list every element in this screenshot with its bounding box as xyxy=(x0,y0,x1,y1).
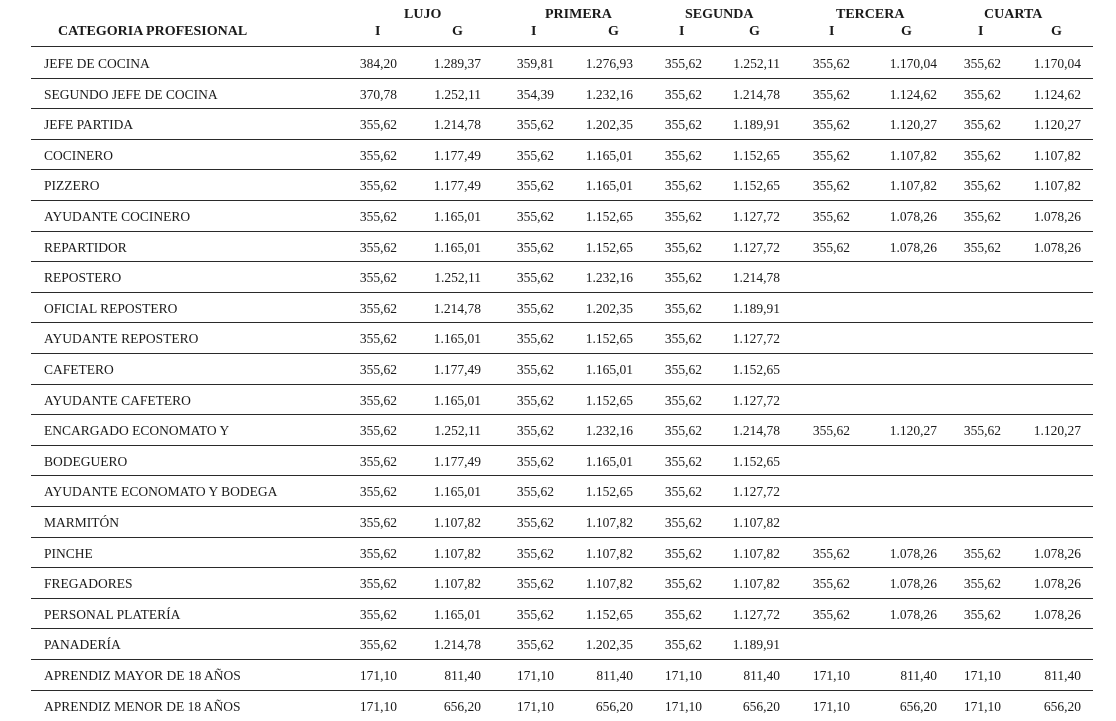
value-cell-i: 355,62 xyxy=(359,147,397,163)
value-cell-i: 355,62 xyxy=(963,209,1001,224)
value-cell-i: 355,62 xyxy=(812,178,850,194)
category-cell: ENCARGADO ECONOMATO Y xyxy=(44,423,230,439)
value-cell-g: 1.214,78 xyxy=(732,86,780,102)
value-cell-g: 1.107,82 xyxy=(585,545,633,561)
value-cell-g: 1.214,78 xyxy=(433,637,481,653)
table-row xyxy=(0,568,1116,598)
category-cell: AYUDANTE ECONOMATO Y BODEGA xyxy=(44,484,278,500)
value-cell-i: 355,62 xyxy=(664,453,702,469)
value-cell-g: 1.165,01 xyxy=(433,331,481,347)
value-cell-i: 355,62 xyxy=(516,331,554,347)
value-cell-g: 1.232,16 xyxy=(585,270,633,286)
subheader-g: G xyxy=(901,24,912,39)
value-cell-g: 811,40 xyxy=(596,668,633,683)
value-cell-i: 355,62 xyxy=(359,331,397,347)
value-cell-g: 1.152,65 xyxy=(732,362,780,377)
value-cell-g: 1.152,65 xyxy=(585,484,633,500)
value-cell-g: 1.214,78 xyxy=(732,423,780,439)
table-row xyxy=(0,48,1116,78)
value-cell-i: 171,10 xyxy=(359,698,397,714)
value-cell-g: 1.127,72 xyxy=(732,392,780,408)
value-cell-g: 1.165,01 xyxy=(433,209,481,224)
category-cell: COCINERO xyxy=(44,147,114,163)
value-cell-i: 355,62 xyxy=(359,423,397,439)
value-cell-i: 355,62 xyxy=(812,86,850,102)
value-cell-i: 355,62 xyxy=(963,117,1001,133)
value-cell-g: 656,20 xyxy=(443,698,481,714)
value-cell-i: 355,62 xyxy=(516,209,554,224)
value-cell-g: 1.078,26 xyxy=(889,576,937,592)
table-row xyxy=(0,323,1116,353)
value-cell-i: 355,62 xyxy=(516,392,554,408)
group-header-tercera: TERCERA xyxy=(836,7,905,22)
category-cell: AYUDANTE CAFETERO xyxy=(44,392,191,408)
value-cell-i: 355,62 xyxy=(812,423,850,439)
value-cell-g: 1.124,62 xyxy=(1033,86,1081,102)
value-cell-g: 1.165,01 xyxy=(585,147,633,163)
category-cell: JEFE DE COCINA xyxy=(44,56,150,71)
value-cell-g: 1.120,27 xyxy=(1033,117,1081,133)
value-cell-g: 1.289,37 xyxy=(433,56,481,71)
value-cell-g: 1.127,72 xyxy=(732,331,780,347)
value-cell-g: 1.252,11 xyxy=(434,270,481,286)
value-cell-g: 1.120,27 xyxy=(1033,423,1081,439)
value-cell-g: 1.078,26 xyxy=(889,545,937,561)
value-cell-i: 355,62 xyxy=(359,576,397,592)
value-cell-i: 355,62 xyxy=(359,606,397,622)
value-cell-g: 1.078,26 xyxy=(1033,576,1081,592)
category-cell: AYUDANTE REPOSTERO xyxy=(44,331,199,347)
value-cell-g: 1.152,65 xyxy=(585,331,633,347)
value-cell-g: 1.127,72 xyxy=(732,239,780,255)
value-cell-i: 355,62 xyxy=(812,56,850,71)
value-cell-i: 355,62 xyxy=(516,484,554,500)
value-cell-g: 1.165,01 xyxy=(585,178,633,194)
value-cell-i: 355,62 xyxy=(516,637,554,653)
value-cell-g: 1.170,04 xyxy=(1033,56,1081,71)
value-cell-g: 1.078,26 xyxy=(1033,606,1081,622)
value-cell-i: 355,62 xyxy=(664,209,702,224)
value-cell-i: 355,62 xyxy=(664,117,702,133)
value-cell-g: 1.202,35 xyxy=(585,300,633,316)
group-header-lujo: LUJO xyxy=(404,7,442,22)
group-header-segunda: SEGUNDA xyxy=(685,7,754,22)
value-cell-g: 811,40 xyxy=(900,668,937,683)
value-cell-i: 355,62 xyxy=(812,239,850,255)
value-cell-i: 370,78 xyxy=(359,86,397,102)
subheader-g: G xyxy=(1051,24,1062,39)
value-cell-g: 1.107,82 xyxy=(889,147,937,163)
value-cell-i: 171,10 xyxy=(664,668,702,683)
value-cell-g: 1.107,82 xyxy=(1033,178,1081,194)
table-row xyxy=(0,691,1116,721)
value-cell-g: 1.214,78 xyxy=(732,270,780,286)
value-cell-g: 1.107,82 xyxy=(433,515,481,530)
value-cell-g: 811,40 xyxy=(1044,668,1081,683)
value-cell-i: 171,10 xyxy=(664,698,702,714)
value-cell-g: 1.127,72 xyxy=(732,606,780,622)
value-cell-g: 811,40 xyxy=(444,668,481,683)
category-cell: PANADERÍA xyxy=(44,637,121,653)
table-row xyxy=(0,293,1116,323)
value-cell-g: 1.127,72 xyxy=(732,484,780,500)
table-row xyxy=(0,201,1116,231)
value-cell-g: 1.189,91 xyxy=(732,637,780,653)
subheader-i: I xyxy=(829,24,835,39)
value-cell-g: 656,20 xyxy=(899,698,937,714)
value-cell-g: 1.177,49 xyxy=(433,178,481,194)
table-row xyxy=(0,629,1116,659)
group-header-cuarta: CUARTA xyxy=(984,7,1043,22)
value-cell-i: 355,62 xyxy=(664,56,702,71)
value-cell-i: 355,62 xyxy=(812,209,850,224)
table-row xyxy=(0,79,1116,109)
value-cell-i: 355,62 xyxy=(812,576,850,592)
value-cell-g: 1.120,27 xyxy=(889,117,937,133)
value-cell-g: 1.189,91 xyxy=(732,300,780,316)
value-cell-i: 355,62 xyxy=(664,392,702,408)
category-cell: MARMITÓN xyxy=(44,515,120,530)
value-cell-g: 1.177,49 xyxy=(433,453,481,469)
value-cell-i: 355,62 xyxy=(516,147,554,163)
value-cell-i: 355,62 xyxy=(812,606,850,622)
table-row xyxy=(0,140,1116,170)
value-cell-g: 1.165,01 xyxy=(585,362,633,377)
value-cell-i: 355,62 xyxy=(359,117,397,133)
category-header: CATEGORIA PROFESIONAL xyxy=(58,24,248,39)
value-cell-g: 1.107,82 xyxy=(585,576,633,592)
value-cell-g: 1.152,65 xyxy=(732,453,780,469)
value-cell-i: 355,62 xyxy=(516,453,554,469)
value-cell-g: 1.078,26 xyxy=(889,209,937,224)
value-cell-g: 1.152,65 xyxy=(585,209,633,224)
value-cell-i: 355,62 xyxy=(359,239,397,255)
value-cell-g: 1.078,26 xyxy=(1033,545,1081,561)
value-cell-g: 1.107,82 xyxy=(433,545,481,561)
category-cell: SEGUNDO JEFE DE COCINA xyxy=(44,86,218,102)
table-row xyxy=(0,476,1116,506)
value-cell-g: 811,40 xyxy=(743,668,780,683)
value-cell-i: 355,62 xyxy=(664,423,702,439)
category-cell: CAFETERO xyxy=(44,362,114,377)
value-cell-g: 1.107,82 xyxy=(732,576,780,592)
value-cell-g: 1.152,65 xyxy=(585,392,633,408)
subheader-i: I xyxy=(679,24,685,39)
value-cell-g: 1.124,62 xyxy=(889,86,937,102)
value-cell-i: 355,62 xyxy=(664,606,702,622)
value-cell-i: 171,10 xyxy=(812,668,850,683)
value-cell-i: 355,62 xyxy=(359,545,397,561)
value-cell-i: 355,62 xyxy=(359,515,397,530)
value-cell-i: 355,62 xyxy=(516,178,554,194)
value-cell-i: 355,62 xyxy=(963,239,1001,255)
value-cell-g: 1.152,65 xyxy=(732,147,780,163)
table-row xyxy=(0,262,1116,292)
value-cell-g: 1.107,82 xyxy=(585,515,633,530)
value-cell-g: 1.078,26 xyxy=(1033,209,1081,224)
value-cell-i: 355,62 xyxy=(664,515,702,530)
value-cell-g: 656,20 xyxy=(595,698,633,714)
table-row xyxy=(0,599,1116,629)
value-cell-i: 355,62 xyxy=(359,453,397,469)
table-row xyxy=(0,354,1116,384)
value-cell-i: 355,62 xyxy=(359,362,397,377)
value-cell-g: 1.107,82 xyxy=(732,545,780,561)
value-cell-g: 1.165,01 xyxy=(433,606,481,622)
value-cell-g: 1.232,16 xyxy=(585,423,633,439)
category-cell: PIZZERO xyxy=(44,178,100,194)
value-cell-i: 355,62 xyxy=(664,331,702,347)
value-cell-i: 355,62 xyxy=(664,300,702,316)
value-cell-i: 355,62 xyxy=(516,515,554,530)
value-cell-i: 355,62 xyxy=(516,576,554,592)
value-cell-g: 1.202,35 xyxy=(585,637,633,653)
table-row xyxy=(0,538,1116,568)
value-cell-g: 1.107,82 xyxy=(889,178,937,194)
value-cell-g: 1.252,11 xyxy=(434,86,481,102)
table-row xyxy=(0,109,1116,139)
value-cell-i: 355,62 xyxy=(664,576,702,592)
value-cell-i: 355,62 xyxy=(359,178,397,194)
value-cell-i: 171,10 xyxy=(359,668,397,683)
value-cell-i: 355,62 xyxy=(963,86,1001,102)
value-cell-g: 1.165,01 xyxy=(433,392,481,408)
category-cell: AYUDANTE COCINERO xyxy=(44,209,191,224)
value-cell-i: 355,62 xyxy=(963,56,1001,71)
value-cell-i: 355,62 xyxy=(359,300,397,316)
value-cell-i: 355,62 xyxy=(516,239,554,255)
value-cell-i: 171,10 xyxy=(963,668,1001,683)
value-cell-g: 1.078,26 xyxy=(889,606,937,622)
value-cell-g: 1.189,91 xyxy=(732,117,780,133)
category-cell: BODEGUERO xyxy=(44,453,128,469)
table-row xyxy=(0,660,1116,690)
value-cell-g: 1.177,49 xyxy=(433,147,481,163)
subheader-i: I xyxy=(978,24,984,39)
value-cell-g: 1.177,49 xyxy=(433,362,481,377)
value-cell-i: 355,62 xyxy=(516,300,554,316)
table-row xyxy=(0,170,1116,200)
row-divider xyxy=(31,46,1093,47)
value-cell-i: 355,62 xyxy=(664,86,702,102)
value-cell-i: 355,62 xyxy=(516,362,554,377)
value-cell-g: 1.252,11 xyxy=(434,423,481,439)
subheader-g: G xyxy=(608,24,619,39)
value-cell-i: 384,20 xyxy=(359,56,397,71)
value-cell-i: 355,62 xyxy=(963,545,1001,561)
value-cell-i: 355,62 xyxy=(963,147,1001,163)
value-cell-i: 355,62 xyxy=(664,545,702,561)
value-cell-i: 355,62 xyxy=(664,147,702,163)
value-cell-i: 171,10 xyxy=(812,698,850,714)
value-cell-i: 355,62 xyxy=(664,362,702,377)
table-row xyxy=(0,446,1116,476)
value-cell-i: 355,62 xyxy=(516,423,554,439)
value-cell-i: 354,39 xyxy=(516,86,554,102)
value-cell-i: 355,62 xyxy=(664,484,702,500)
value-cell-i: 171,10 xyxy=(963,698,1001,714)
value-cell-i: 355,62 xyxy=(664,178,702,194)
value-cell-i: 355,62 xyxy=(359,637,397,653)
value-cell-g: 1.170,04 xyxy=(889,56,937,71)
value-cell-i: 355,62 xyxy=(812,147,850,163)
table-row xyxy=(0,507,1116,537)
category-cell: APRENDIZ MENOR DE 18 AÑOS xyxy=(44,698,241,714)
value-cell-i: 355,62 xyxy=(516,545,554,561)
value-cell-g: 1.078,26 xyxy=(1033,239,1081,255)
value-cell-g: 1.107,82 xyxy=(1033,147,1081,163)
category-cell: REPARTIDOR xyxy=(44,239,127,255)
value-cell-i: 359,81 xyxy=(516,56,554,71)
value-cell-i: 355,62 xyxy=(359,270,397,286)
category-cell: APRENDIZ MAYOR DE 18 AÑOS xyxy=(44,668,241,683)
category-cell: OFICIAL REPOSTERO xyxy=(44,300,178,316)
value-cell-g: 1.214,78 xyxy=(433,300,481,316)
category-cell: PERSONAL PLATERÍA xyxy=(44,606,181,622)
value-cell-i: 355,62 xyxy=(963,423,1001,439)
value-cell-i: 355,62 xyxy=(812,545,850,561)
value-cell-i: 355,62 xyxy=(963,178,1001,194)
value-cell-i: 355,62 xyxy=(664,239,702,255)
value-cell-i: 355,62 xyxy=(516,606,554,622)
category-cell: JEFE PARTIDA xyxy=(44,117,134,133)
value-cell-i: 355,62 xyxy=(359,209,397,224)
value-cell-g: 1.232,16 xyxy=(585,86,633,102)
category-cell: FREGADORES xyxy=(44,576,133,592)
value-cell-i: 355,62 xyxy=(812,117,850,133)
value-cell-g: 1.252,11 xyxy=(733,56,780,71)
value-cell-g: 1.078,26 xyxy=(889,239,937,255)
value-cell-i: 355,62 xyxy=(516,117,554,133)
value-cell-g: 1.165,01 xyxy=(585,453,633,469)
value-cell-g: 1.152,65 xyxy=(585,606,633,622)
value-cell-i: 355,62 xyxy=(963,576,1001,592)
value-cell-g: 1.165,01 xyxy=(433,239,481,255)
subheader-g: G xyxy=(749,24,760,39)
category-cell: REPOSTERO xyxy=(44,270,122,286)
value-cell-i: 355,62 xyxy=(664,637,702,653)
value-cell-g: 1.127,72 xyxy=(732,209,780,224)
value-cell-g: 1.107,82 xyxy=(732,515,780,530)
value-cell-g: 1.152,65 xyxy=(732,178,780,194)
value-cell-g: 1.152,65 xyxy=(585,239,633,255)
value-cell-g: 1.165,01 xyxy=(433,484,481,500)
value-cell-i: 355,62 xyxy=(359,484,397,500)
subheader-i: I xyxy=(531,24,537,39)
group-header-primera: PRIMERA xyxy=(545,7,612,22)
value-cell-i: 355,62 xyxy=(963,606,1001,622)
value-cell-i: 355,62 xyxy=(359,392,397,408)
value-cell-g: 656,20 xyxy=(1043,698,1081,714)
value-cell-g: 656,20 xyxy=(742,698,780,714)
value-cell-i: 355,62 xyxy=(516,270,554,286)
value-cell-g: 1.214,78 xyxy=(433,117,481,133)
value-cell-g: 1.107,82 xyxy=(433,576,481,592)
category-cell: PINCHE xyxy=(44,545,93,561)
table-row xyxy=(0,415,1116,445)
value-cell-g: 1.202,35 xyxy=(585,117,633,133)
value-cell-i: 355,62 xyxy=(664,270,702,286)
value-cell-i: 171,10 xyxy=(516,668,554,683)
value-cell-i: 171,10 xyxy=(516,698,554,714)
subheader-i: I xyxy=(375,24,381,39)
value-cell-g: 1.120,27 xyxy=(889,423,937,439)
subheader-g: G xyxy=(452,24,463,39)
table-row xyxy=(0,232,1116,262)
value-cell-g: 1.276,93 xyxy=(585,56,633,71)
table-row xyxy=(0,385,1116,415)
